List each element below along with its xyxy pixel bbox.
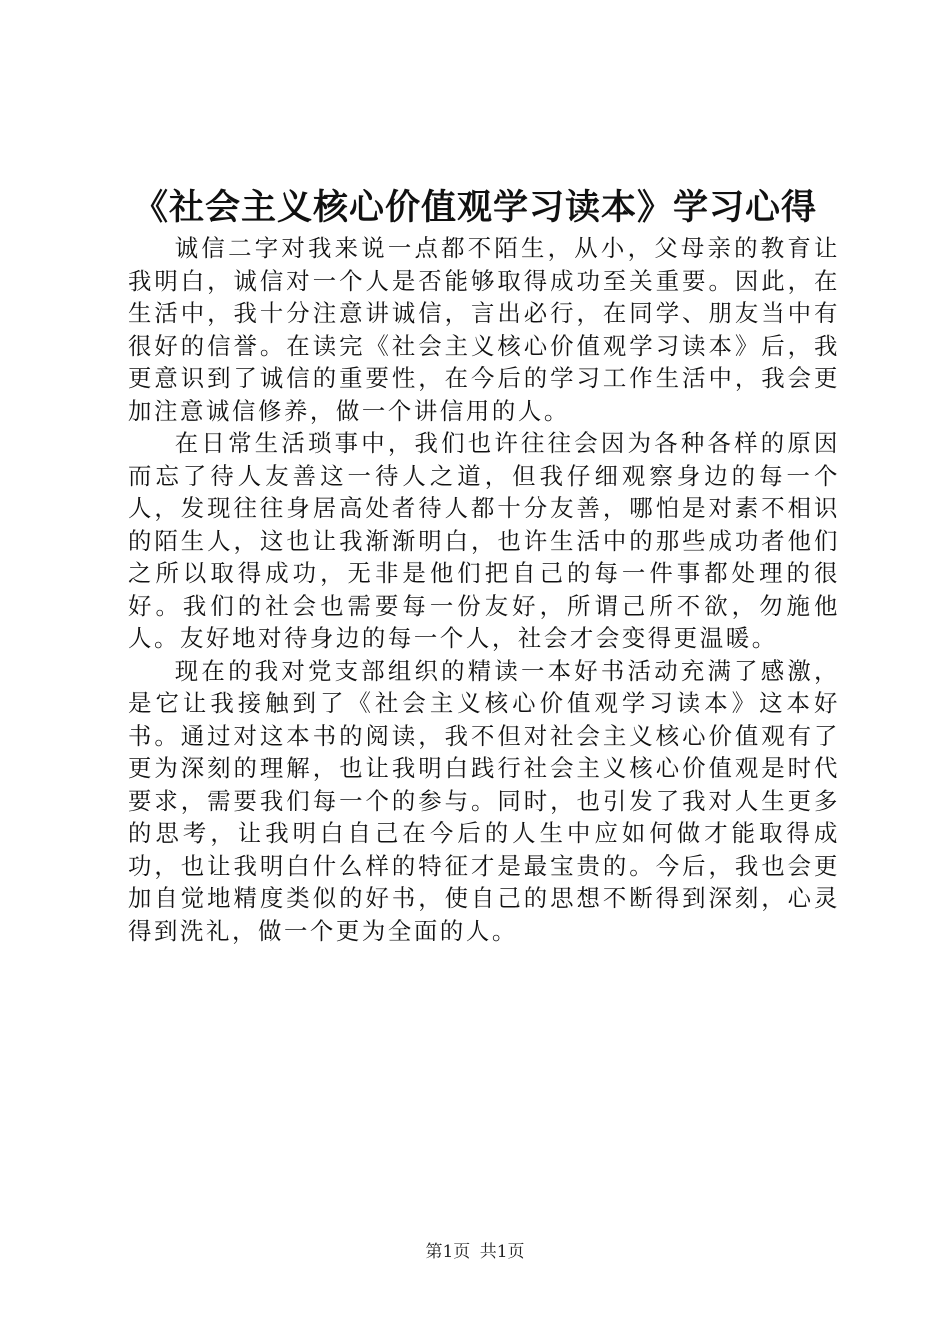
page-footer xyxy=(0,1240,950,1264)
paragraph-3: 现在的我对党支部组织的精读一本好书活动充满了感激，是它让我接触到了《社会主义核心价值观学习读本》这本好书。通过对这本书的阅读，我不但对社会主义核心价值观有了更为深刻的理解，也让我明白践行社会主义核心价值观是时代要求，需要我们每一个的参与。同时，也引发了我对人生更多的思考，让我明白自己在今后的人生中应如何做才能取得成功，也让我明白什么样的特征才是最宝贵的。今后，我也会更加自觉地精度类似的好书，使自己的思想不断得到深刻，心灵得到洗礼，做一个更为全面的人。 xyxy=(128,656,840,945)
document-body xyxy=(128,232,840,947)
page-total: 共1页 xyxy=(479,1242,525,1262)
page-number: 第1页 xyxy=(425,1242,471,1262)
document-title: 《社会主义核心价值观学习读本》学习心得 xyxy=(132,187,817,228)
paragraph-2: 在日常生活琐事中，我们也许往往会因为各种各样的原因而忘了待人友善这一待人之道，但我仔细观察身边的每一个人，发现往往身居高处者待人都十分友善，哪怕是对素不相识的陌生人，这也让我渐渐明白，也许生活中的那些成功者他们之所以取得成功，无非是他们把自己的每一件事都处理的很好。我们的社会也需要每一份友好，所谓己所不欲，勿施他人。友好地对待身边的每一个人，社会才会变得更温暖。 xyxy=(128,429,840,652)
paragraph-1: 诚信二字对我来说一点都不陌生，从小，父母亲的教育让我明白，诚信对一个人是否能够取得成功至关重要。因此，在生活中，我十分注意讲诚信，言出必行，在同学、朋友当中有很好的信誉。在读完《社会主义核心价值观学习读本》后，我更意识到了诚信的重要性，在今后的学习工作生活中，我会更加注意诚信修养，做一个讲信用的人。 xyxy=(128,234,840,425)
